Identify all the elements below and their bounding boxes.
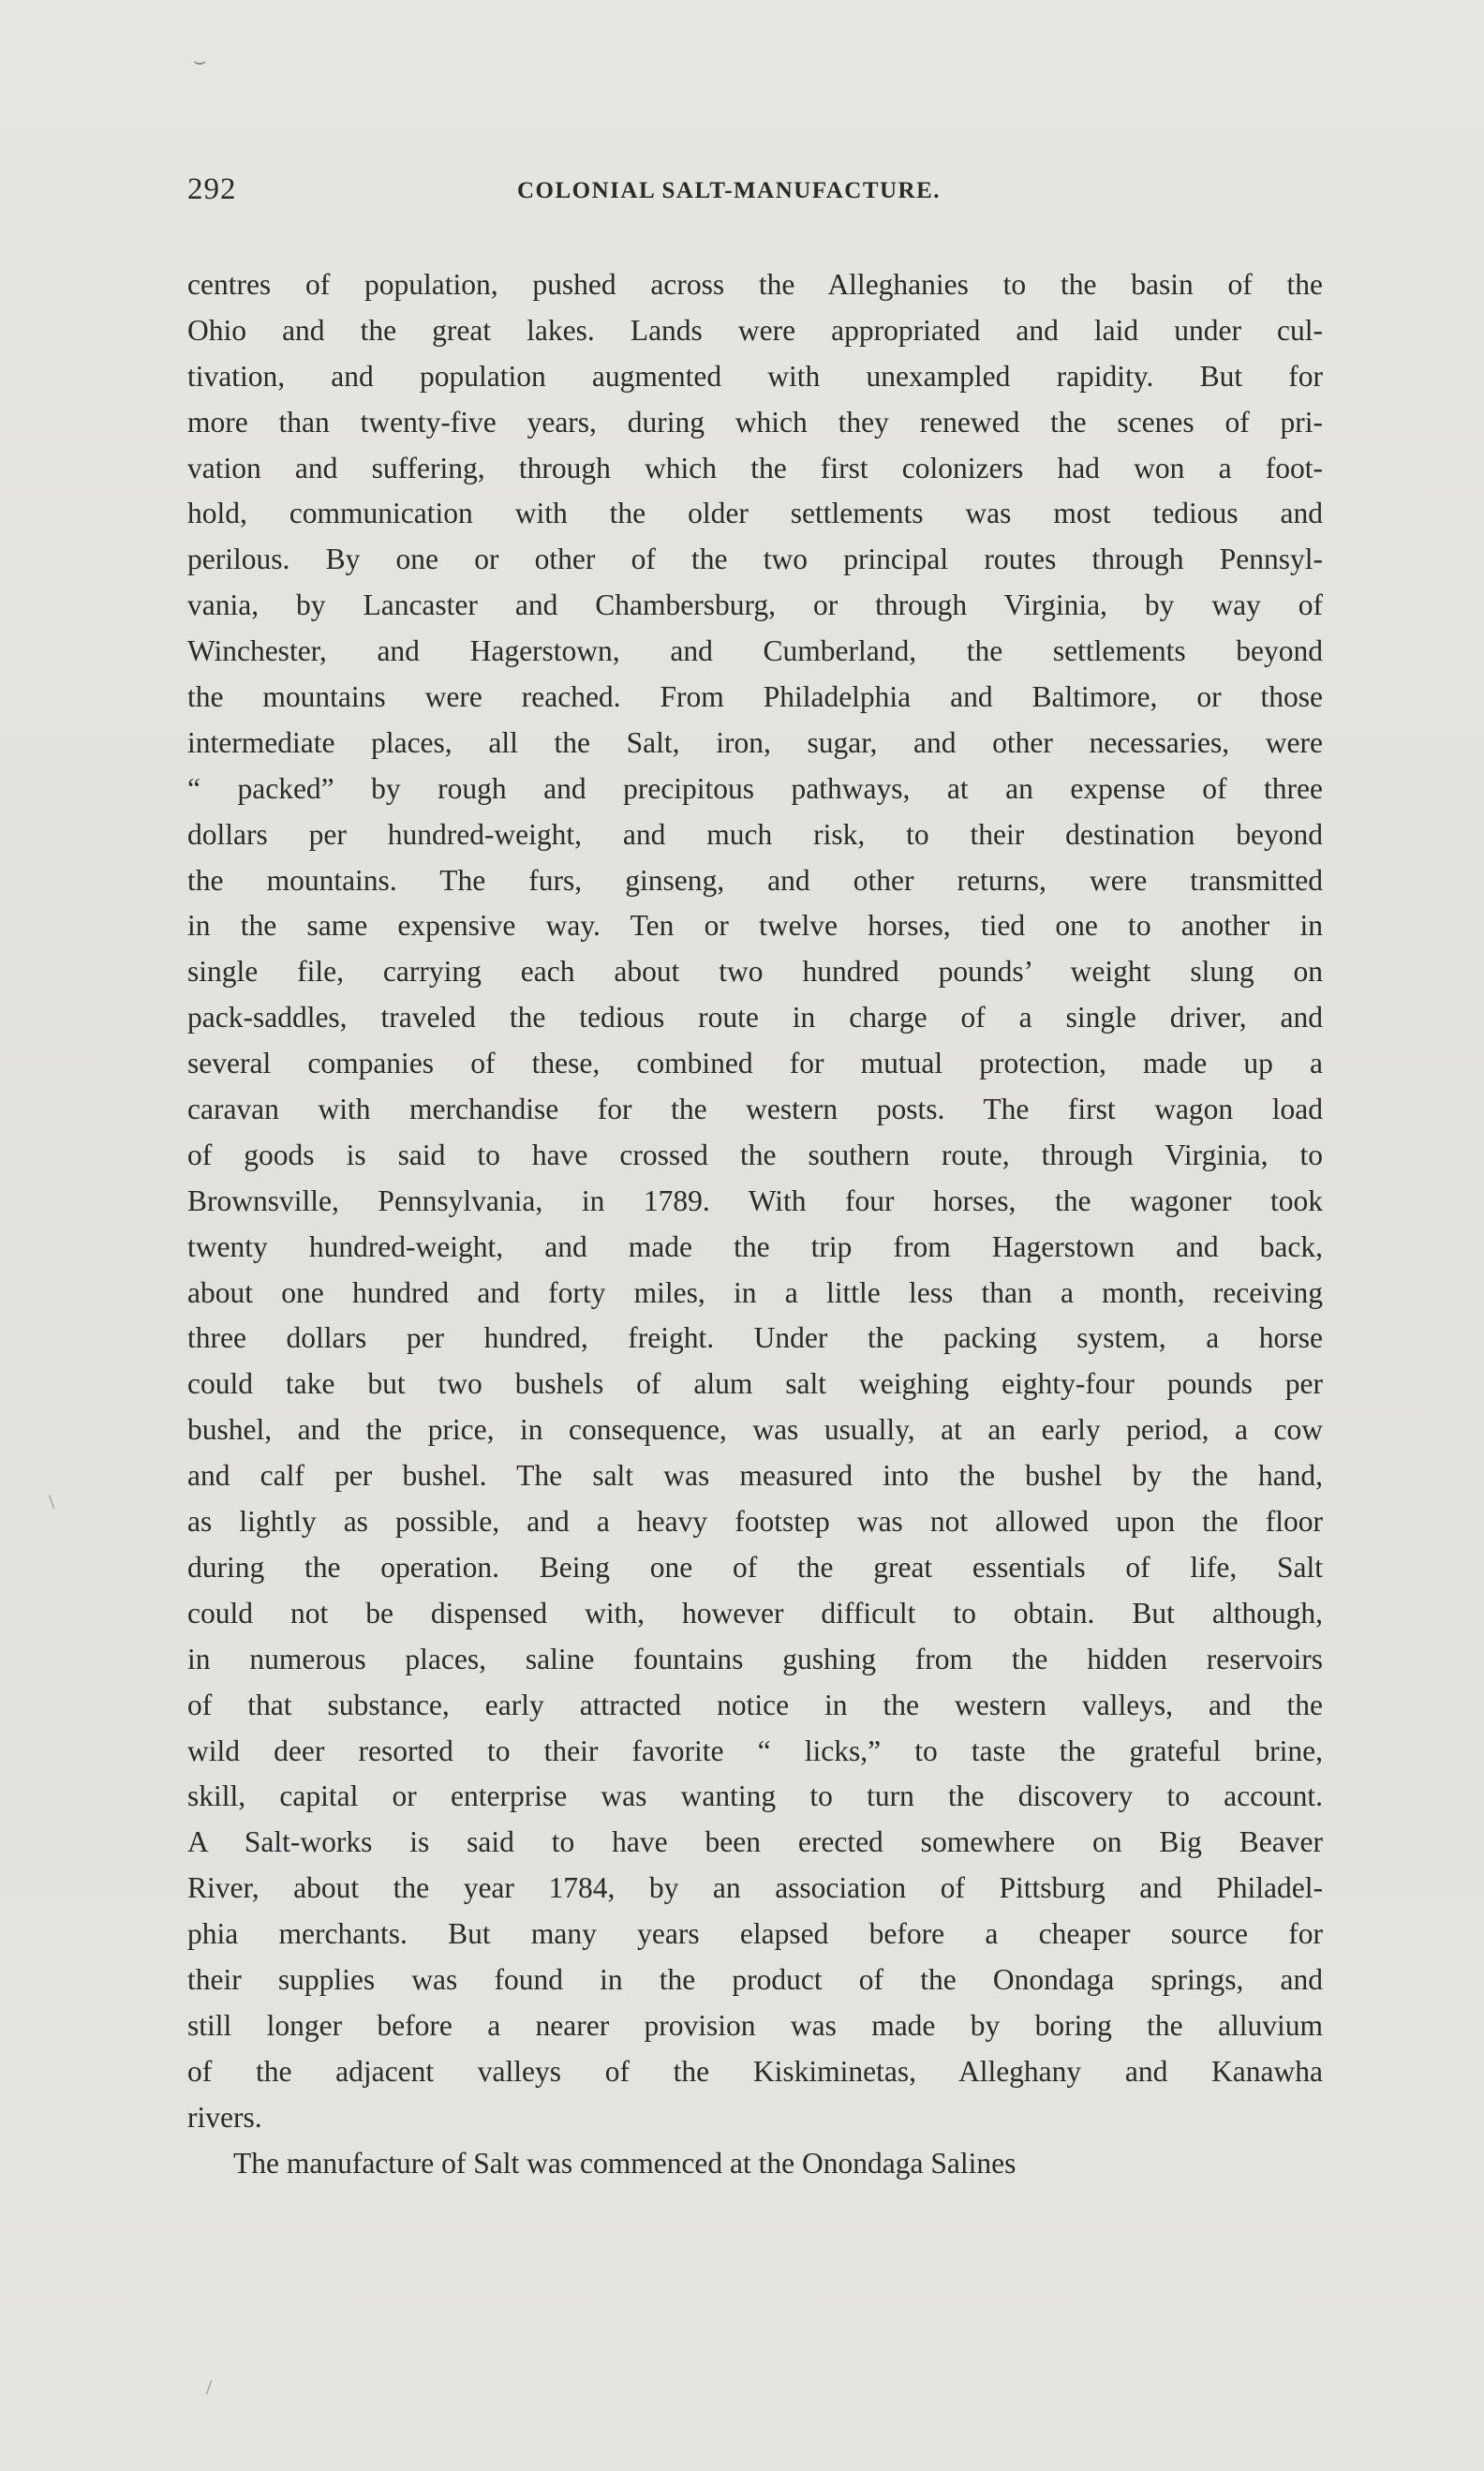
text-line: twenty hundred-weight, and made the trip from Hagerstown and back, bbox=[187, 1229, 1323, 1263]
text-line: skill, capital or enterprise was wanting to turn the discovery to account. bbox=[187, 1779, 1323, 1813]
text-line: centres of population, pushed across the Alleghanies to the basin of the bbox=[187, 268, 1323, 301]
running-title: COLONIAL SALT-MANUFACTURE. bbox=[517, 178, 942, 203]
page-number: 292 bbox=[187, 172, 237, 206]
text-line: in numerous places, saline fountains gushing from the hidden reservoirs bbox=[187, 1642, 1323, 1675]
text-line: the mountains. The furs, ginseng, and other returns, were transmitted bbox=[187, 863, 1323, 897]
text-line: pack-saddles, traveled the tedious route in charge of a single driver, and bbox=[187, 1001, 1323, 1035]
text-line: more than twenty-five years, during which they renewed the scenes of pri- bbox=[187, 405, 1323, 439]
text-line: during the operation. Being one of the great essentials of life, Salt bbox=[187, 1550, 1323, 1584]
text-line: three dollars per hundred, freight. Under the packing system, a horse bbox=[187, 1321, 1323, 1355]
text-line: tivation, and population augmented with unexampled rapidity. But for bbox=[187, 359, 1323, 393]
paper-blemish: / bbox=[206, 2375, 213, 2399]
body-text bbox=[187, 262, 1323, 2186]
paper-blemish: \ bbox=[49, 1490, 55, 1513]
text-line: intermediate places, all the Salt, iron, sugar, and other necessaries, were bbox=[187, 725, 1323, 759]
text-line: single file, carrying each about two hundred pounds’ weight slung on bbox=[187, 955, 1323, 989]
text-line: of the adjacent valleys of the Kiskiminetas, Alleghany and Kanawha bbox=[187, 2054, 1323, 2088]
text-line: of goods is said to have crossed the southern route, through Virginia, to bbox=[187, 1138, 1323, 1171]
text-line: about one hundred and forty miles, in a little less than a month, receiving bbox=[187, 1275, 1323, 1309]
text-line: in the same expensive way. Ten or twelve horses, tied one to another in bbox=[187, 909, 1323, 943]
text-line: Brownsville, Pennsylvania, in 1789. With four horses, the wagoner took bbox=[187, 1183, 1323, 1217]
text-line: and calf per bushel. The salt was measured into the bushel by the hand, bbox=[187, 1459, 1323, 1493]
text-line: A Salt-works is said to have been erected somewhere on Big Beaver bbox=[187, 1825, 1323, 1859]
text-line: hold, communication with the older settlements was most tedious and bbox=[187, 497, 1323, 530]
text-line: caravan with merchandise for the western posts. The first wagon load bbox=[187, 1093, 1323, 1126]
text-line: of that substance, early attracted notice in the western valleys, and the bbox=[187, 1688, 1323, 1721]
text-line: bushel, and the price, in consequence, was usually, at an early period, a cow bbox=[187, 1413, 1323, 1447]
text-line: the mountains were reached. From Philadelphia and Baltimore, or those bbox=[187, 680, 1323, 714]
text-line: could take but two bushels of alum salt weighing eighty-four pounds per bbox=[187, 1367, 1323, 1401]
text-line: several companies of these, combined for mutual protection, made up a bbox=[187, 1047, 1323, 1080]
text-line: rivers. bbox=[187, 2100, 262, 2134]
text-line: Winchester, and Hagerstown, and Cumberland, the settlements beyond bbox=[187, 634, 1323, 668]
text-line: as lightly as possible, and a heavy footstep was not allowed upon the floor bbox=[187, 1505, 1323, 1539]
paper-blemish: ⌣ bbox=[193, 49, 207, 72]
text-line: vation and suffering, through which the first colonizers had won a foot- bbox=[187, 451, 1323, 484]
text-line: still longer before a nearer provision was made by boring the alluvium bbox=[187, 2008, 1323, 2042]
text-line: could not be dispensed with, however difficult to obtain. But although, bbox=[187, 1596, 1323, 1630]
text-line: perilous. By one or other of the two principal routes through Pennsyl- bbox=[187, 543, 1323, 576]
page-header bbox=[187, 169, 1321, 225]
text-line: their supplies was found in the product of the Onondaga springs, and bbox=[187, 1962, 1323, 1996]
paragraph-start-line: The manufacture of Salt was commenced at the Onondaga Salines bbox=[233, 2146, 1017, 2180]
text-line: Ohio and the great lakes. Lands were appropriated and laid under cul- bbox=[187, 313, 1323, 347]
text-line: dollars per hundred-weight, and much risk, to their destination beyond bbox=[187, 817, 1323, 851]
text-line: phia merchants. But many years elapsed before a cheaper source for bbox=[187, 1917, 1323, 1951]
text-line: vania, by Lancaster and Chambersburg, or through Virginia, by way of bbox=[187, 588, 1323, 622]
text-line: River, about the year 1784, by an association of Pittsburg and Philadel- bbox=[187, 1871, 1323, 1905]
text-line: wild deer resorted to their favorite “ licks,” to taste the grateful brine, bbox=[187, 1734, 1323, 1767]
text-line: “ packed” by rough and precipitous pathways, at an expense of three bbox=[187, 771, 1323, 805]
